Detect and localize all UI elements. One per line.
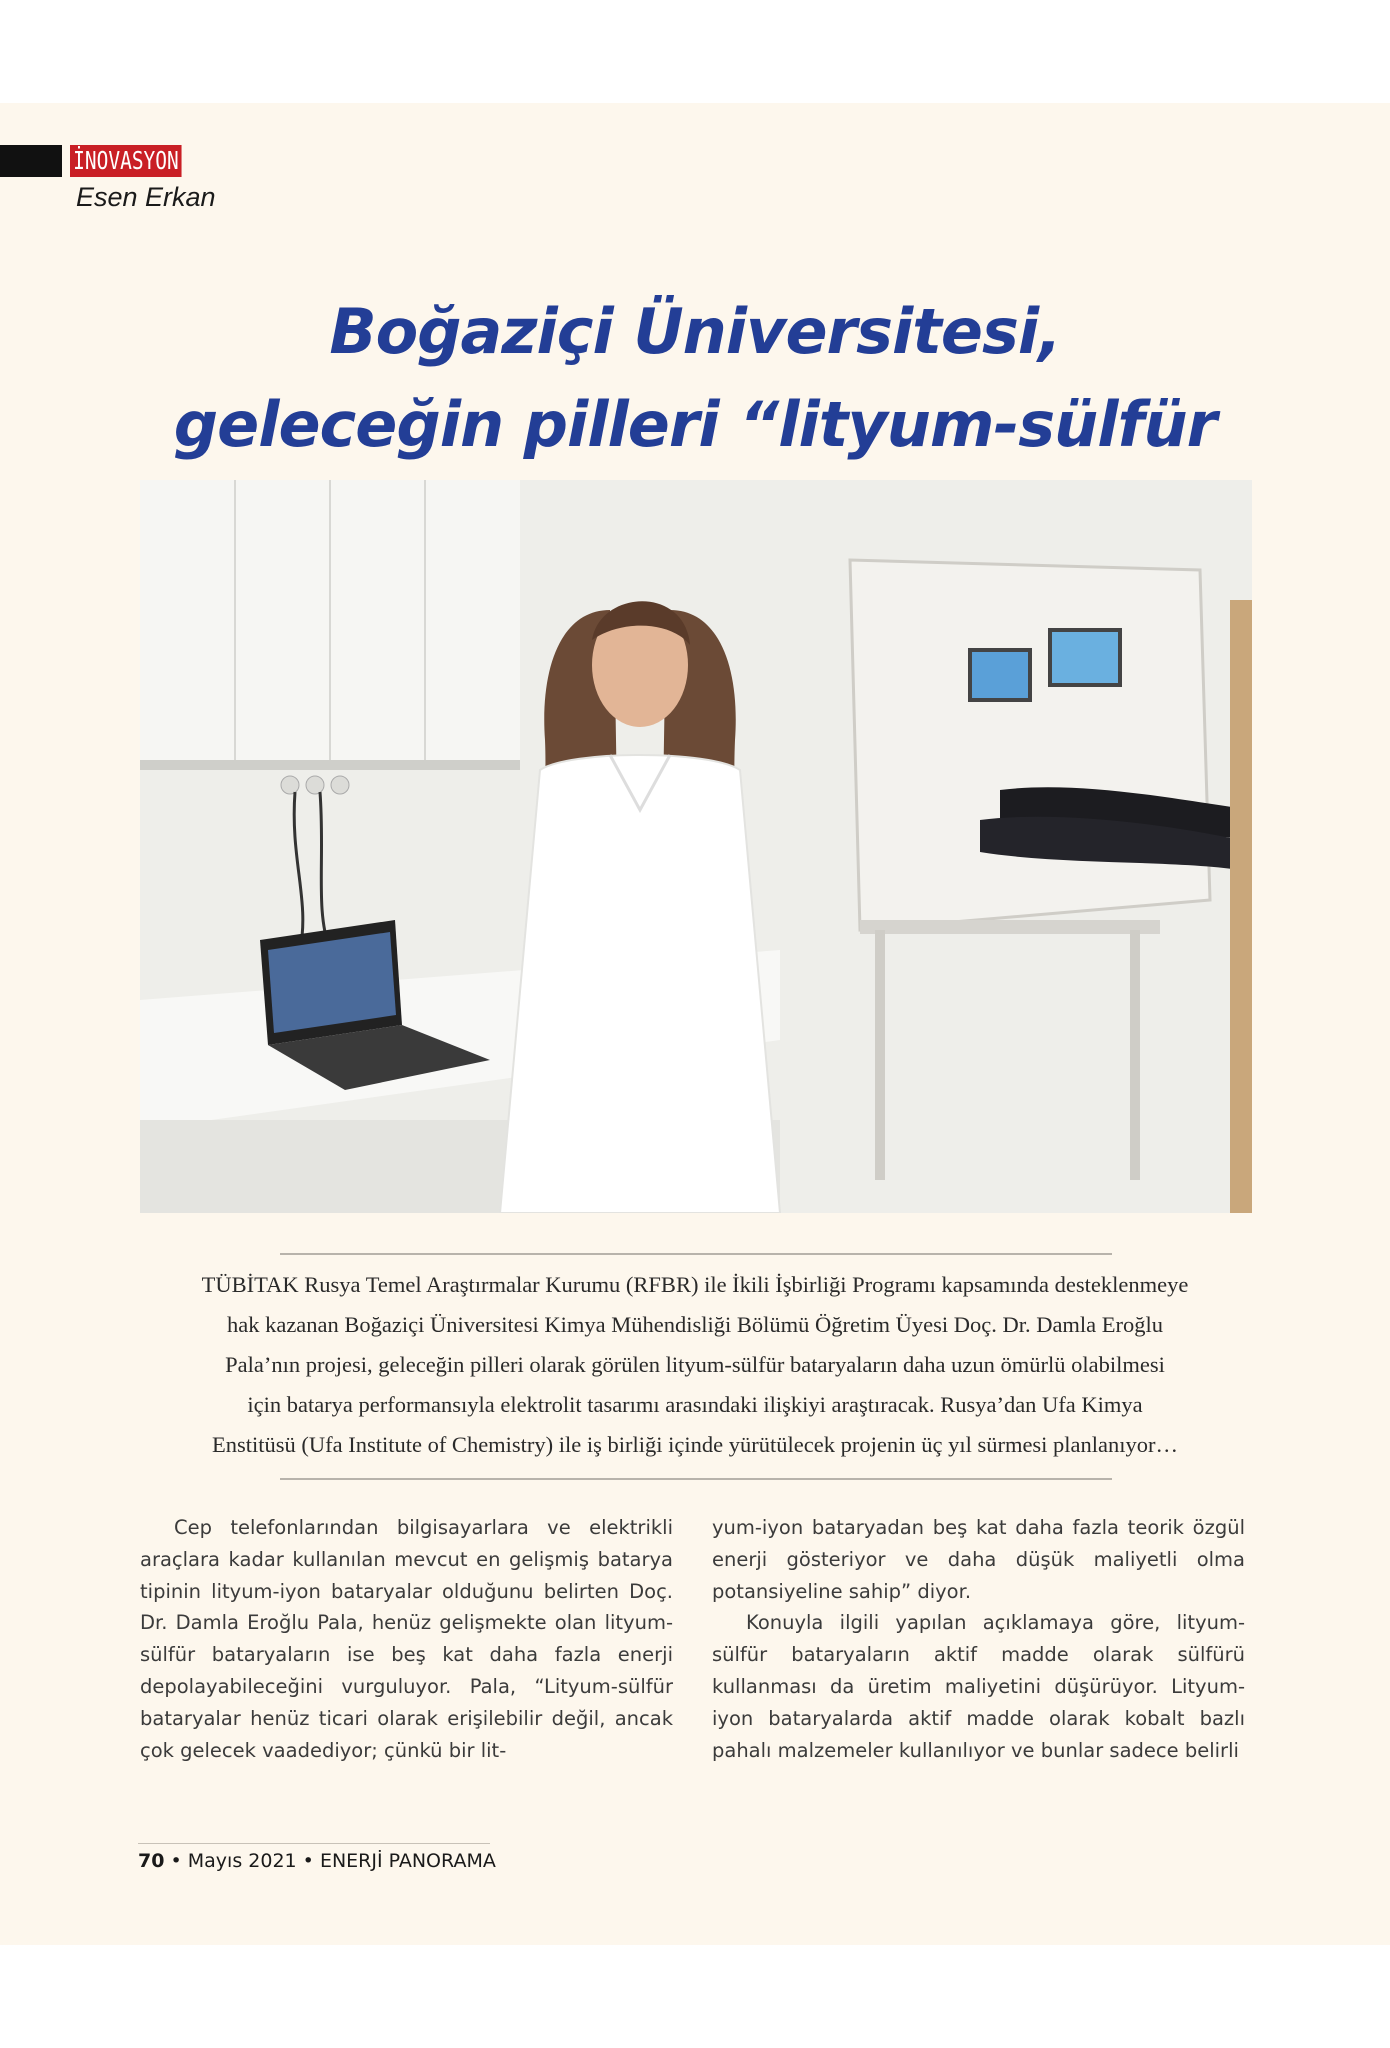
page-number: 70 [138,1850,165,1872]
body-paragraph: Cep telefonlarından bilgisayarlara ve elektrikli araçlara kadar kullanılan mevcut en gelişmiş batarya tipinin lityum-iyon bataryalar olduğunu belirten Doç. Dr. Damla Eroğlu Pala, henüz gelişmekte olan lityum-sülfür bataryaların ise beş kat daha fazla enerji depolayabileceğini vurguluyor. Pala, “Lityum-sülfür bataryalar henüz ticari olarak erişilebilir değil, ancak çok gelecek vaadediyor; çünkü bir lit- [140,1516,673,1762]
intro-paragraph [138,1265,1252,1465]
body-paragraph: yum-iyon bataryadan beş kat daha fazla teorik özgül enerji gösteriyor ve daha düşük maliyetli olma potansiyeline sahip” diyor. [712,1516,1245,1603]
footer-separator: • [170,1850,182,1872]
lab-photo-illustration [140,480,1252,1213]
footer-separator: • [302,1850,314,1872]
issue-date: Mayıs 2021 [187,1850,297,1872]
body-column-left [140,1512,673,1766]
intro-line: için batarya performansıyla elektrolit tasarımı arasındaki ilişkiyi araştıracak. Rusya’dan Ufa Kimya [247,1392,1143,1417]
body-paragraph: Konuyla ilgili yapılan açıklamaya göre, lityum-sülfür bataryaların aktif madde olarak sülfürü kullanması da üretim maliyetini düşürüyor. Lityum-iyon bataryalarda aktif madde olarak kobalt bazlı pahalı malzemeler kullanılıyor ve bunlar sadece belirli [712,1611,1245,1762]
lab-photo [140,480,1252,1213]
intro-top-rule [280,1253,1112,1255]
headline-line: Boğaziçi Üniversitesi, [329,295,1061,368]
intro-line: Enstitüsü (Ufa Institute of Chemistry) ile iş birliği içinde yürütülecek projenin üç yıl sürmesi planlanıyor… [211,1432,1179,1457]
intro-line: TÜBİTAK Rusya Temel Araştırmalar Kurumu (RFBR) ile İkili İşbirliği Programı kapsamında desteklenmeye [201,1272,1189,1297]
footer-rule [138,1843,490,1844]
section-tag: İNOVASYON [70,145,182,177]
headline-line: geleceğin pilleri “lityum-sülfür [173,388,1217,461]
body-column-right [712,1512,1245,1766]
page-footer [138,1850,496,1872]
intro-bottom-rule [280,1478,1112,1480]
intro-line: Pala’nın projesi, geleceğin pilleri olarak görülen lityum-sülfür bataryaların daha uzun ömürlü olabilmesi [225,1352,1165,1377]
intro-line: hak kazanan Boğaziçi Üniversitesi Kimya Mühendisliği Bölümü Öğretim Üyesi Doç. Dr. Damla Eroğlu [226,1312,1164,1337]
section-bar [0,145,62,177]
publication-name: ENERJİ PANORAMA [319,1850,496,1872]
author-name: Esen Erkan [76,182,216,212]
